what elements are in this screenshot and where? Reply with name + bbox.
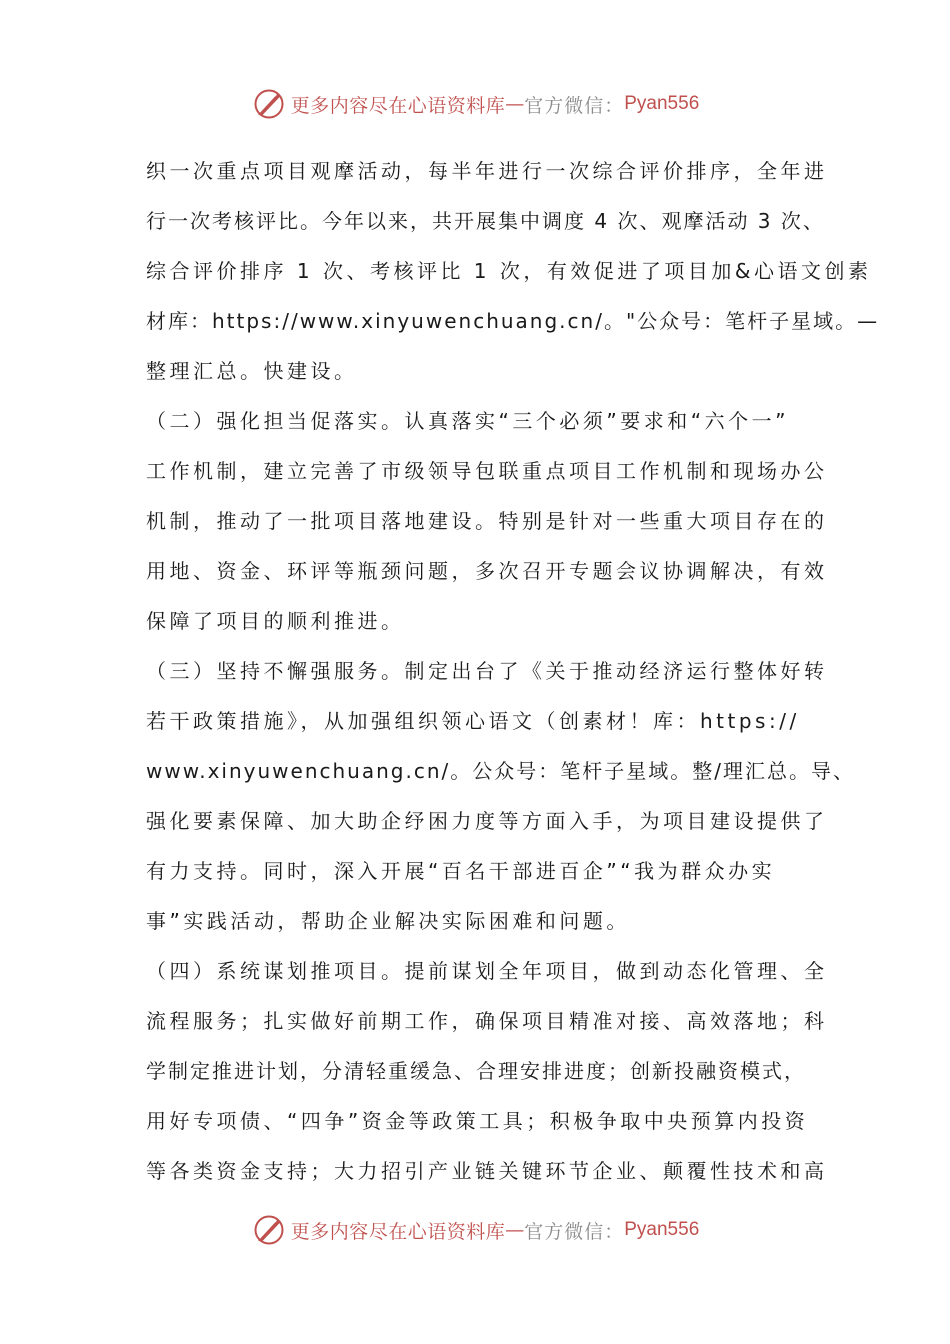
text-line: （三）坚持不懈强服务。制定出台了《关于推动经济运行整体好转 — [146, 659, 828, 683]
banner-wechat-id: Pyan556 — [624, 93, 700, 114]
footer-banner — [0, 1210, 950, 1250]
text-line: 有力支持。同时，深入开展“百名干部进百企”“我为群众办实 — [146, 859, 776, 883]
quill-logo-icon — [251, 1212, 287, 1248]
text-line: 事”实践活动，帮助企业解决实际困难和问题。 — [146, 909, 630, 933]
text-line: 机制，推动了一批项目落地建设。特别是针对一些重大项目存在的 — [146, 509, 828, 533]
banner-wechat-id: Pyan556 — [624, 1219, 700, 1240]
text-line: 整理汇总。快建设。 — [146, 359, 358, 383]
text-line: （四）系统谋划推项目。提前谋划全年项目，做到动态化管理、全 — [146, 959, 828, 983]
text-line: 若干政策措施》，从加强组织领心语文（创素材！库：https:// — [146, 709, 800, 733]
text-line: 材库：https://www.xinyuwenchuang.cn/。"公众号：笔杆子星域。— — [146, 309, 880, 333]
banner-title: 更多内容尽在心语资料库 — [290, 1220, 506, 1243]
text-line: 强化要素保障、加大助企纾困力度等方面入手，为项目建设提供了 — [146, 809, 828, 833]
text-line: 工作机制，建立完善了市级领导包联重点项目工作机制和现场办公 — [146, 459, 828, 483]
text-line: 行一次考核评比。今年以来，共开展集中调度 4 次、观摩活动 3 次、 — [146, 209, 825, 233]
banner-wechat-label: 官方微信： — [524, 1220, 625, 1243]
header-banner — [0, 84, 950, 124]
text-line: 用地、资金、环评等瓶颈问题，多次召开专题会议协调解决，有效 — [146, 559, 828, 583]
banner-dash: — — [505, 1219, 525, 1241]
banner-wechat-label: 官方微信： — [524, 94, 625, 117]
banner-dash: — — [505, 93, 525, 115]
text-line: 织一次重点项目观摩活动，每半年进行一次综合评价排序，全年进 — [146, 159, 828, 183]
text-line: 学制定推进计划，分清轻重缓急、合理安排进度；创新投融资模式， — [146, 1059, 806, 1083]
text-line: www.xinyuwenchuang.cn/。公众号：笔杆子星域。整/理汇总。导、 — [146, 759, 855, 783]
text-line: 综合评价排序 1 次、考核评比 1 次，有效促进了项目加&心语文创素 — [146, 259, 872, 283]
text-line: 流程服务；扎实做好前期工作，确保项目精准对接、高效落地；科 — [146, 1009, 828, 1033]
quill-logo-icon — [251, 86, 287, 122]
document-body — [146, 148, 880, 1198]
text-line: （二）强化担当促落实。认真落实“三个必须”要求和“六个一” — [146, 409, 789, 433]
text-line: 用好专项债、“四争”资金等政策工具；积极争取中央预算内投资 — [146, 1109, 809, 1133]
text-line: 等各类资金支持；大力招引产业链关键环节企业、颠覆性技术和高 — [146, 1159, 828, 1183]
text-line: 保障了项目的顺利推进。 — [146, 609, 405, 633]
banner-title: 更多内容尽在心语资料库 — [290, 94, 506, 117]
